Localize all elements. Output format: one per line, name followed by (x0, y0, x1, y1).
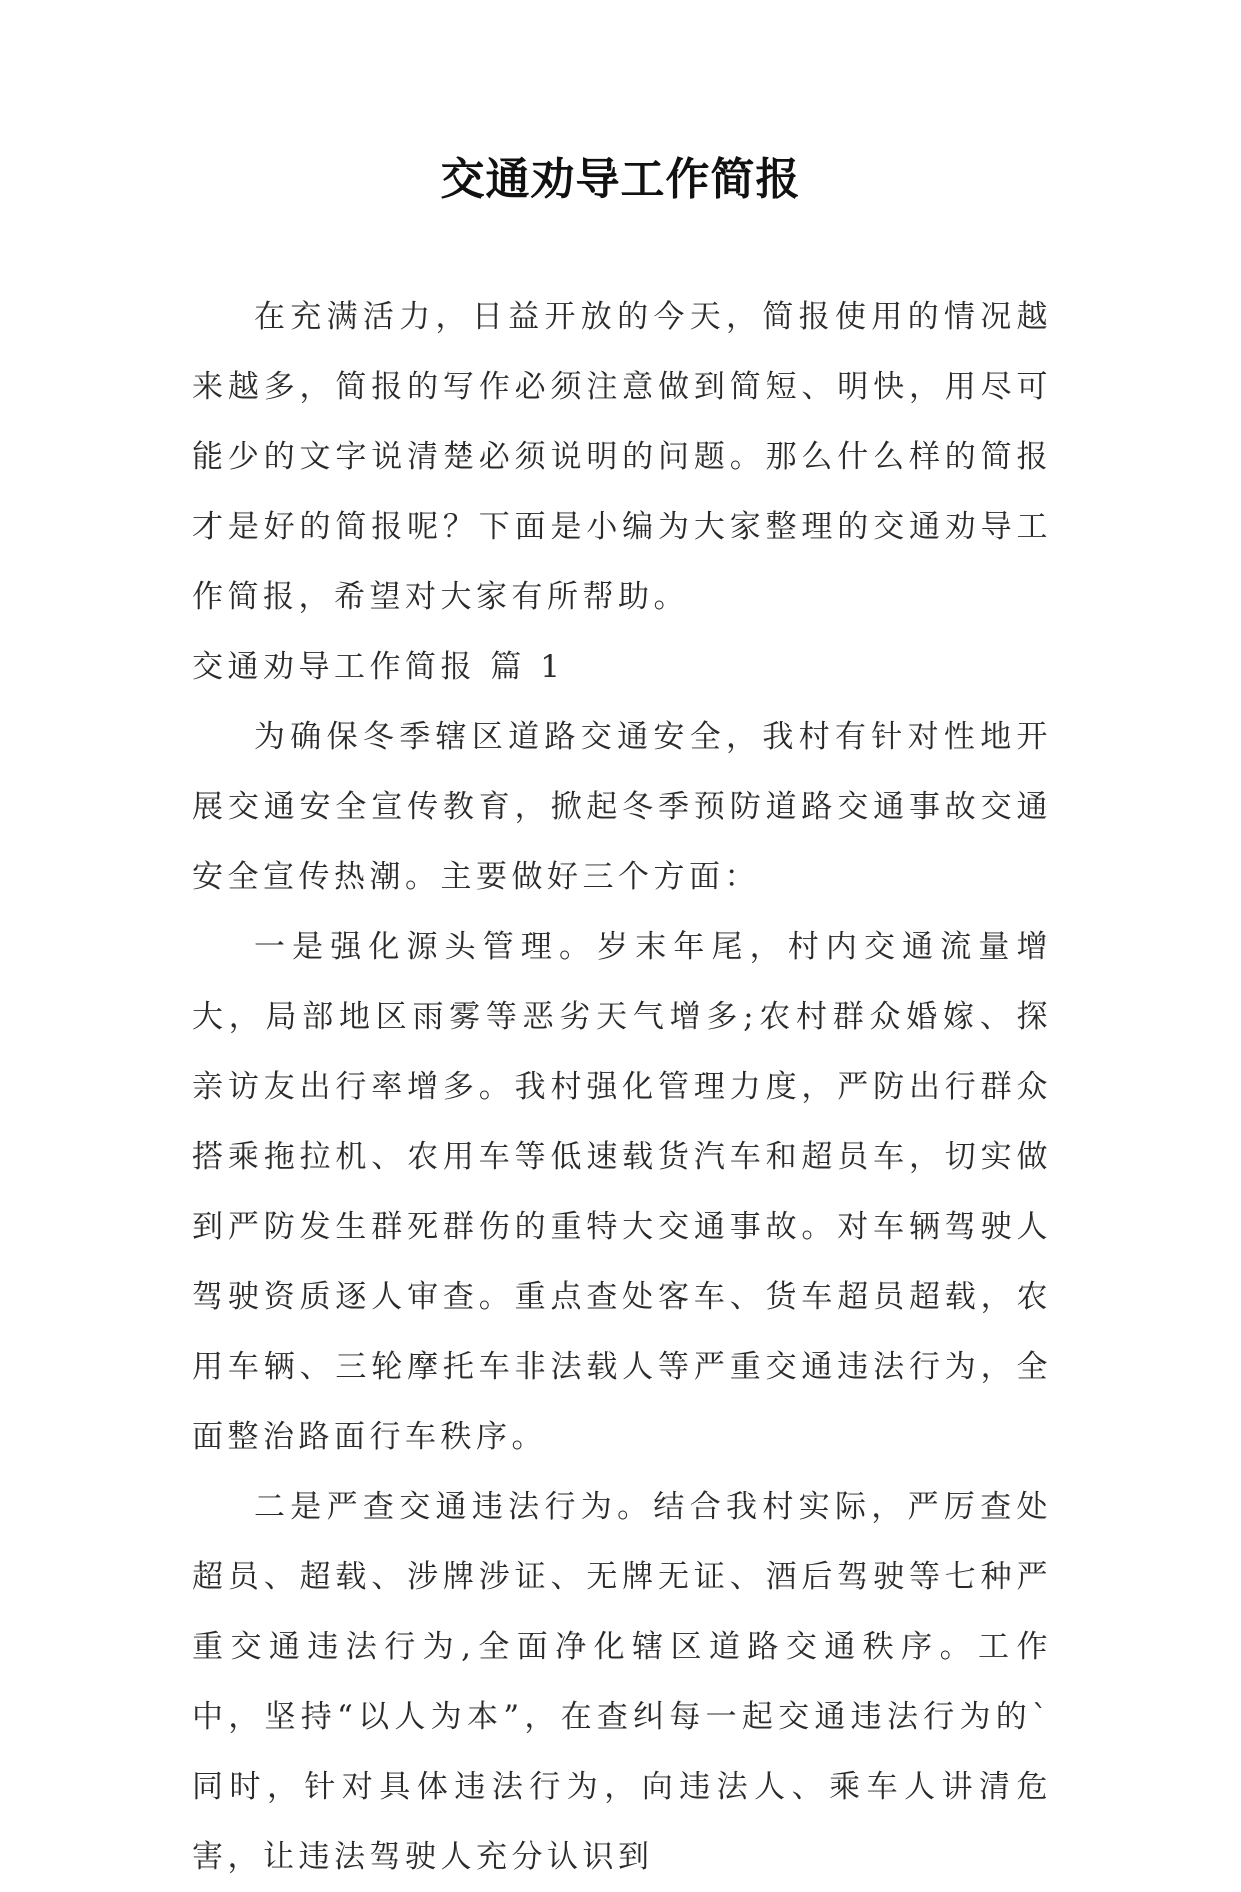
intro-block (192, 282, 1052, 632)
body-paragraph-3: 二是严查交通违法行为。结合我村实际，严厉查处超员、超载、涉牌涉证、无牌无证、酒后驾驶等七种严重交通违法行为,全面净化辖区道路交通秩序。工作中，坚持“以人为本”，在查纠每一起交通违法行为的`同时，针对具体违法行为，向违法人、乘车人讲清危害，让违法驾驶人充分认识到 (192, 1489, 1052, 1875)
intro-paragraph: 在充满活力，日益开放的今天，简报使用的情况越来越多，简报的写作必须注意做到简短、明快，用尽可能少的文字说清楚必须说明的问题。那么什么样的简报才是好的简报呢？下面是小编为大家整理的交通劝导工作简报，希望对大家有所帮助。 (192, 299, 1052, 615)
section-1 (192, 632, 1052, 1892)
section-heading: 交通劝导工作简报 篇 1 (192, 649, 565, 685)
body-paragraph-1: 为确保冬季辖区道路交通安全，我村有针对性地开展交通安全宣传教育，掀起冬季预防道路交通事故交通安全宣传热潮。主要做好三个方面： (192, 719, 1052, 895)
body-paragraph-2: 一是强化源头管理。岁末年尾，村内交通流量增大，局部地区雨雾等恶劣天气增多;农村群众婚嫁、探亲访友出行率增多。我村强化管理力度，严防出行群众搭乘拖拉机、农用车等低速载货汽车和超员车，切实做到严防发生群死群伤的重特大交通事故。对车辆驾驶人驾驶资质逐人审查。重点查处客车、货车超员超载，农用车辆、三轮摩托车非法载人等严重交通违法行为，全面整治路面行车秩序。 (192, 929, 1052, 1455)
document-title: 交通劝导工作简报 (440, 154, 801, 205)
